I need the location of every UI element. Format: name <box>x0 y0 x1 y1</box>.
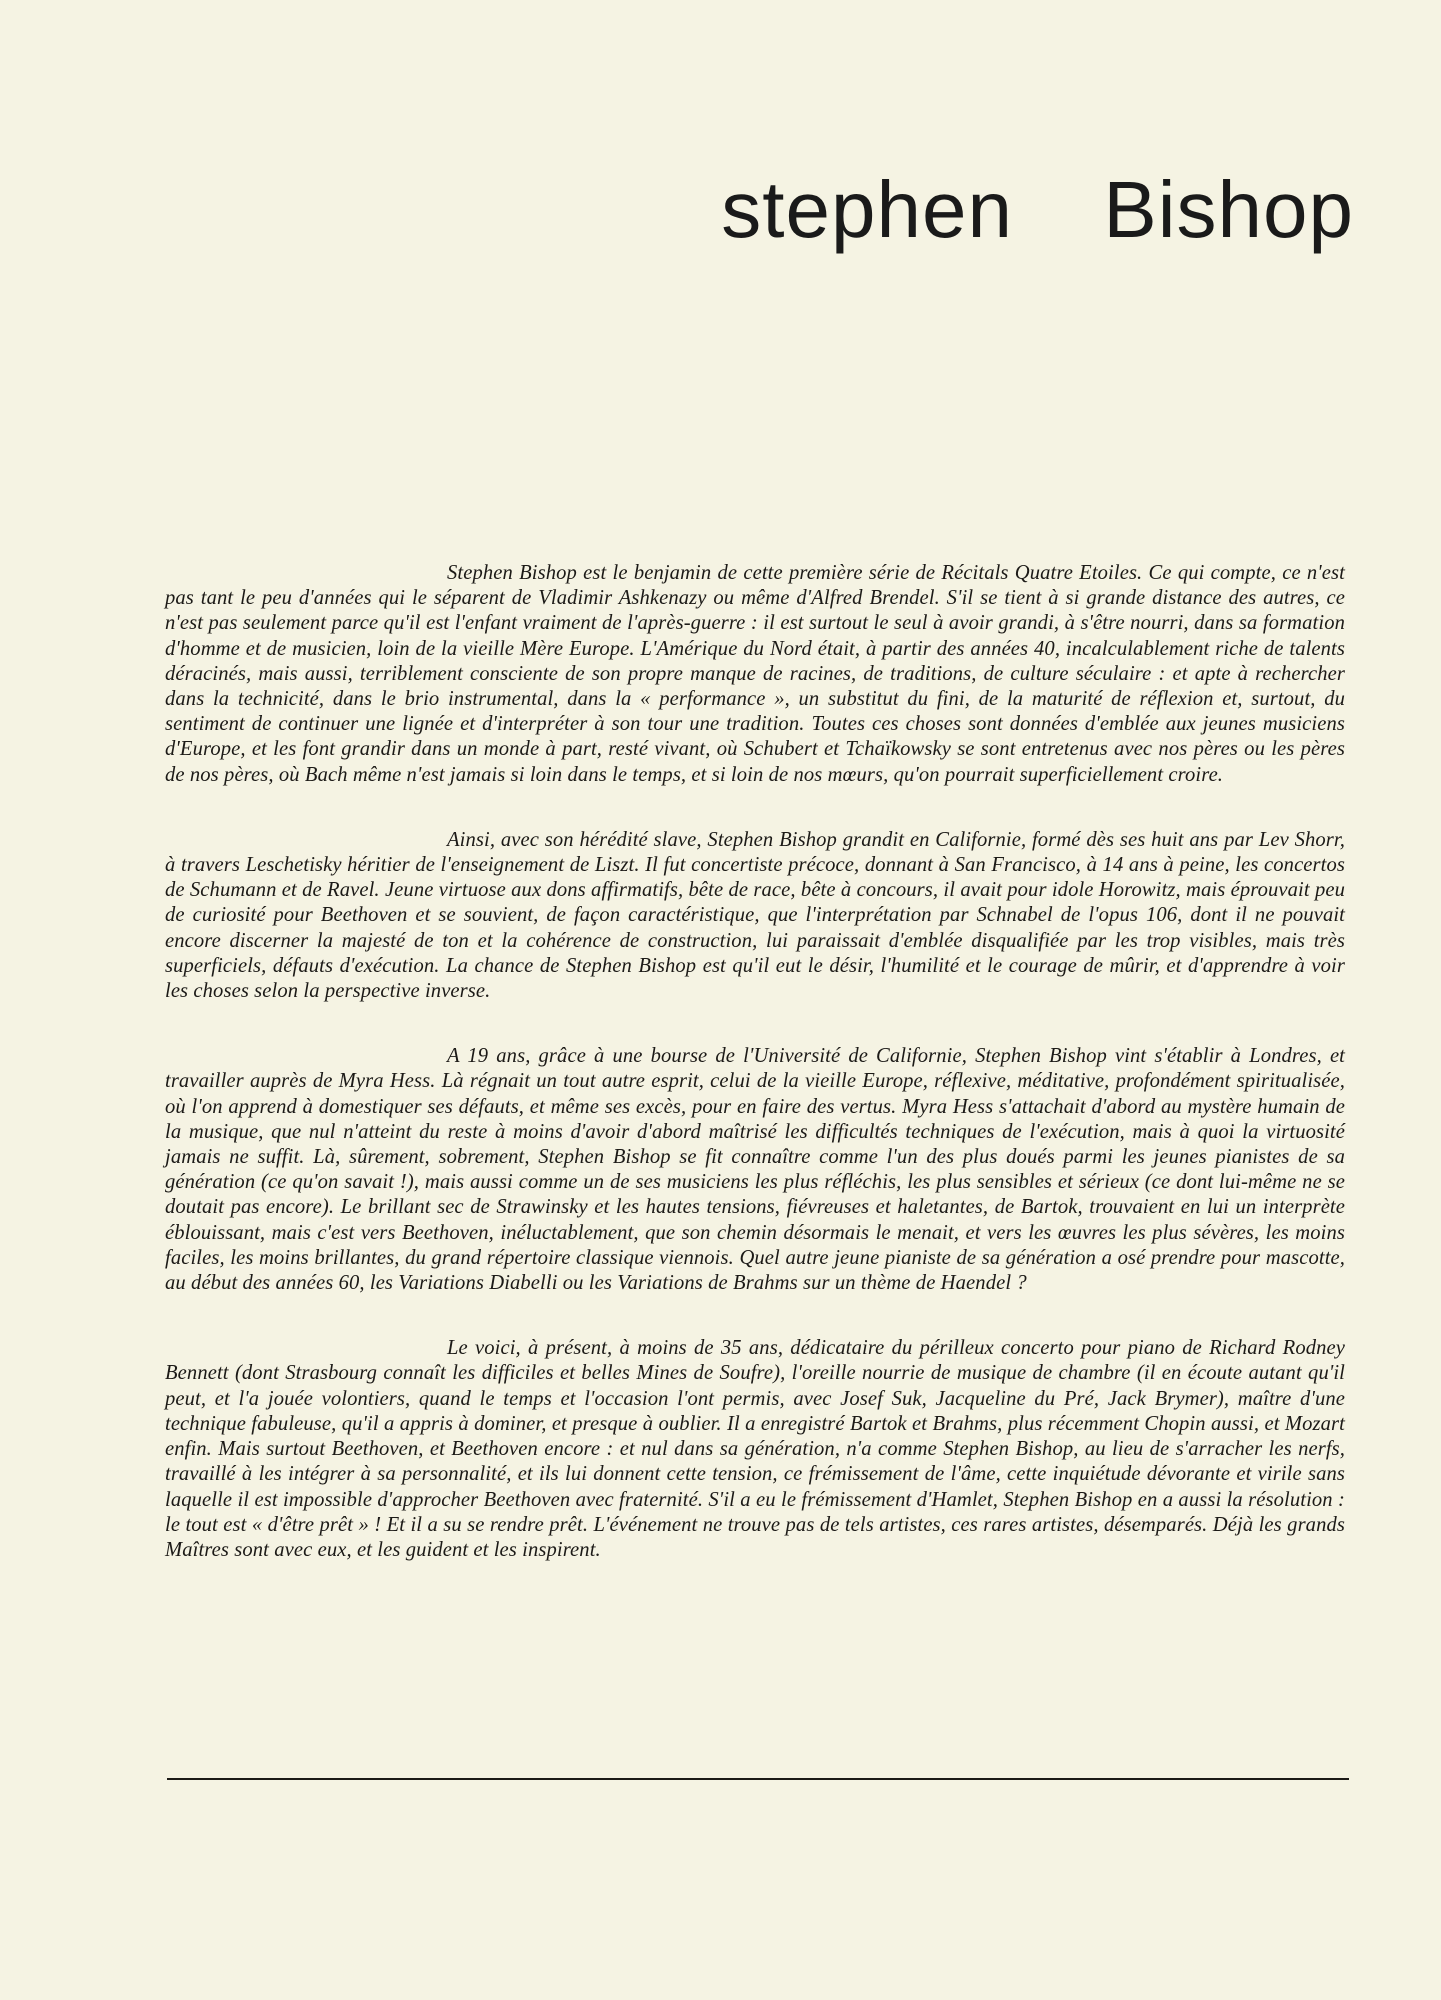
paragraph-3: A 19 ans, grâce à une bourse de l'Université de Californie, Stephen Bishop vint s'établir à Londres, et travailler auprès de Myra Hess. Là régnait un tout autre esprit, celui de la vieille Europe, réflexive, méditative, profondément spiritualisée, où l'on apprend à domestiquer ses défauts, et même ses excès, pour en faire des vertus. Myra Hess s'attachait d'abord au mystère humain de la musique, que nul n'atteint du reste à moins d'avoir d'abord maîtrisé les difficultés techniques de l'exécution, mais à quoi la virtuosité jamais ne suffit. Là, sûrement, sobrement, Stephen Bishop se fit connaître comme l'un des plus doués parmi les jeunes pianistes de sa génération (ce qu'on savait !), mais aussi comme un de ses musiciens les plus réfléchis, les plus sensibles et sérieux (ce dont lui-même ne se doutait pas encore). Le brillant sec de Strawinsky et les hautes tensions, fiévreuses et haletantes, de Bartok, trouvaient en lui un interprète éblouissant, mais c'est vers Beethoven, inéluctablement, que son chemin désormais le menait, et vers les œuvres les plus sévères, les moins faciles, les moins brillantes, du grand répertoire classique viennois. Quel autre jeune pianiste de sa génération a osé prendre pour mascotte, au début des années 60, les Variations Diabelli ou les Variations de Brahms sur un thème de Haendel ? <box>165 1045 1345 1295</box>
bottom-rule <box>167 1778 1349 1780</box>
paragraph-1: Stephen Bishop est le benjamin de cette première série de Récitals Quatre Etoiles. Ce qui compte, ce n'est pas tant le peu d'années qui le séparent de Vladimir Ashkenazy ou même d'Alfred Brendel. S'il se tient à si grande distance des autres, ce n'est pas seulement parce qu'il est l'enfant vraiment de l'après-guerre : il est surtout le seul à avoir grandi, à s'être nourri, dans sa formation d'homme et de musicien, loin de la vieille Mère Europe. L'Amérique du Nord était, à partir des années 40, incalculablement riche de talents déracinés, mais aussi, terriblement consciente de son propre manque de racines, de traditions, de culture séculaire : et apte à rechercher dans la technicité, dans le brio instrumental, dans la « performance », un substitut du fini, de la maturité de réflexion et, surtout, du sentiment de continuer une lignée et d'interpréter à son tour une tradition. Toutes ces choses sont données d'emblée aux jeunes musiciens d'Europe, et les font grandir dans un monde à part, resté vivant, où Schubert et Tchaïkowsky se sont entretenus avec nos pères ou les pères de nos pères, où Bach même n'est jamais si loin dans le temps, et si loin de nos mœurs, qu'on pourrait superficiellement croire. <box>165 562 1345 786</box>
paragraph-2: Ainsi, avec son hérédité slave, Stephen Bishop grandit en Californie, formé dès ses huit ans par Lev Shorr, à travers Leschetisky héritier de l'enseignement de Liszt. Il fut concertiste précoce, donnant à San Francisco, à 14 ans à peine, les concertos de Schumann et de Ravel. Jeune virtuose aux dons affirmatifs, bête de race, bête à concours, il avait pour idole Horowitz, mais éprouvait peu de curiosité pour Beethoven et se souvient, de façon caractéristique, que l'interprétation par Schnabel de l'opus 106, dont il ne pouvait encore discerner la majesté de ton et la cohérence de construction, lui paraissait d'emblée disqualifiée par les trop visibles, mais très superficiels, défauts d'exécution. La chance de Stephen Bishop est qu'il eut le désir, l'humilité et le courage de mûrir, et d'apprendre à voir les choses selon la perspective inverse. <box>165 828 1345 1003</box>
paragraph-4: Le voici, à présent, à moins de 35 ans, dédicataire du périlleux concerto pour piano de Richard Rodney Bennett (dont Strasbourg connaît les difficiles et belles Mines de Soufre), l'oreille nourrie de musique de chambre (il en écoute autant qu'il peut, et l'a jouée volontiers, quand le temps et l'occasion l'ont permis, avec Josef Suk, Jacqueline du Pré, Jack Brymer), maître d'une technique fabuleuse, qu'il a appris à dominer, et presque à oublier. Il a enregistré Bartok et Brahms, plus récemment Chopin aussi, et Mozart enfin. Mais surtout Beethoven, et Beethoven encore : et nul dans sa génération, n'a comme Stephen Bishop, au lieu de s'arracher les nerfs, travaillé à les intégrer à sa personnalité, et ils lui donnent cette tension, ce frémissement de l'âme, cette inquiétude dévorante et virile sans laquelle il est impossible d'approcher Beethoven avec fraternité. S'il a eu le frémissement d'Hamlet, Stephen Bishop en a aussi la résolution : le tout est « d'être prêt » ! Et il a su se rendre prêt. L'événement ne trouve pas de tels artistes, ces rares artistes, désemparés. Déjà les grands Maîtres sont avec eux, et les guident et les inspirent. <box>165 1337 1345 1561</box>
page-title: stephen Bishop <box>721 165 1354 254</box>
article-body <box>165 561 1345 1603</box>
